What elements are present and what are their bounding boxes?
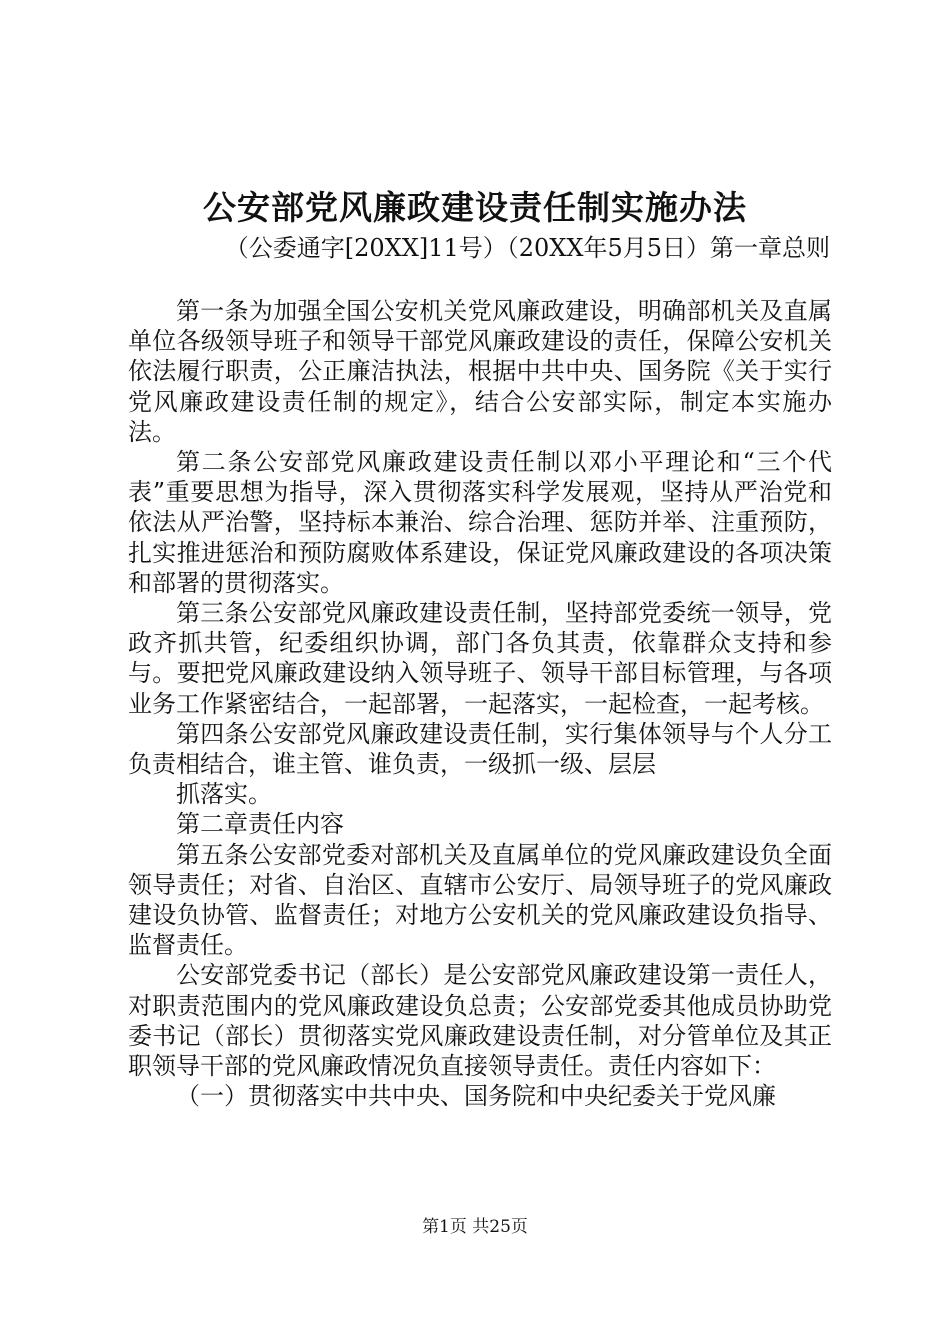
document-title: 公安部党风廉政建设责任制实施办法 xyxy=(203,188,747,227)
article-3: 第三条公安部党风廉政建设责任制，坚持部党委统一领导，党政齐抓共管，纪委组织协调，部门各负其责，依靠群众支持和参与。要把党风廉政建设纳入领导班子、领导干部目标管理，与各项业务工作紧密结合，一起部署，一起落实，一起检查，一起考核。 xyxy=(128,599,832,718)
responsibility-item-1: （一）贯彻落实中共中央、国务院和中央纪委关于党风廉 xyxy=(176,1082,776,1111)
chapter-2-heading: 第二章责任内容 xyxy=(176,810,344,839)
article-2: 第二条公安部党风廉政建设责任制以邓小平理论和“三个代表”重要思想为指导，深入贯彻落实科学发展观，坚持从严治党和依法从严治警，坚持标本兼治、综合治理、惩防并举、注重预防，扎实推进惩治和预防腐败体系建设，保证党风廉政建设的各项决策和部署的贯彻落实。 xyxy=(128,448,832,597)
article-5: 第五条公安部党委对部机关及直属单位的党风廉政建设负全面领导责任；对省、自治区、直辖市公安厅、局领导班子的党风廉政建设负协管、监督责任；对地方公安机关的党风廉政建设负指导、监督责任。 xyxy=(128,840,832,960)
document-subtitle: （公委通字[20XX]11号）（20XX年5月5日）第一章总则 xyxy=(224,234,830,262)
article-4-continuation: 抓落实。 xyxy=(176,780,272,809)
page-footer: 第1页 共25页 xyxy=(422,1217,528,1237)
article-5-responsibility: 公安部党委书记（部长）是公安部党风廉政建设第一责任人，对职责范围内的党风廉政建设负总责；公安部党委其他成员协助党委书记（部长）贯彻落实党风廉政建设责任制，对分管单位及其正职领导干部的党风廉政情况负直接领导责任。责任内容如下： xyxy=(128,961,832,1081)
article-1: 第一条为加强全国公安机关党风廉政建设，明确部机关及直属单位各级领导班子和领导干部党风廉政建设的责任，保障公安机关依法履行职责，公正廉洁执法，根据中共中央、国务院《关于实行党风廉政建设责任制的规定》，结合公安部实际，制定本实施办法。 xyxy=(128,297,832,446)
document-body xyxy=(128,296,832,1111)
article-4: 第四条公安部党风廉政建设责任制，实行集体领导与个人分工负责相结合，谁主管、谁负责，一级抓一级、层层 xyxy=(128,719,832,779)
